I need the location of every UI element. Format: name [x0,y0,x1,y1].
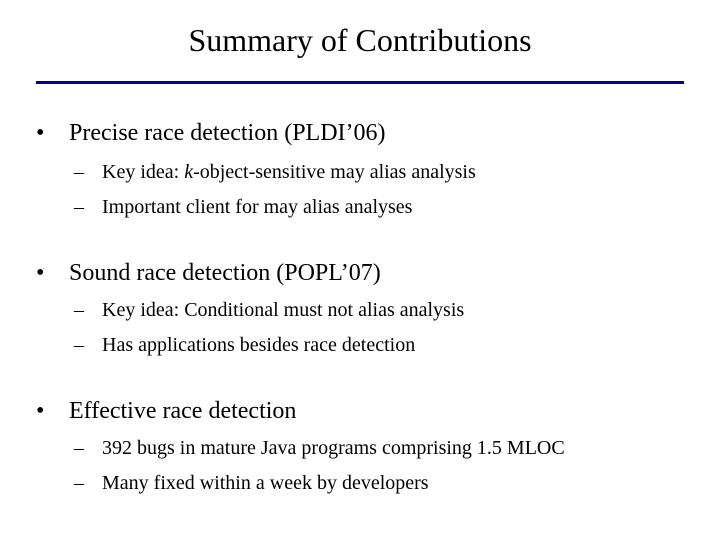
sub-point [74,470,429,496]
sub-point [74,332,415,358]
bullet-marker: • [36,398,45,424]
dash-marker: – [74,196,84,218]
sub-text: Key idea: Conditional must not alias analysis [102,299,465,321]
bullet-point [36,258,381,288]
title-divider [36,81,684,84]
sub-point [74,194,412,220]
sub-point [74,297,464,323]
sub-text-italic: k [184,161,194,183]
sub-text-prefix: Key idea: [102,161,185,183]
sub-text: Important client for may alias analyses [102,196,413,218]
bullet-point [36,396,296,426]
bullet-text: Effective race detection [69,398,297,424]
sub-text-rest: -object-sensitive may alias analysis [193,161,476,183]
slide-title: Summary of Contributions [188,22,532,58]
bullet-text: Precise race detection (PLDI’06) [69,120,386,146]
sub-text: Has applications besides race detection [102,334,416,356]
dash-marker: – [74,161,84,183]
dash-marker: – [74,334,84,356]
sub-text: Many fixed within a week by developers [102,472,429,494]
sub-text: 392 bugs in mature Java programs comprising 1.5 MLOC [102,437,565,459]
bullet-marker: • [36,260,45,286]
bullet-text: Sound race detection (POPL’07) [69,260,381,286]
sub-point [74,435,565,461]
bullet-marker: • [36,120,45,146]
dash-marker: – [74,299,84,321]
dash-marker: – [74,437,84,459]
dash-marker: – [74,472,84,494]
bullet-point [36,118,386,148]
sub-point [74,159,476,185]
